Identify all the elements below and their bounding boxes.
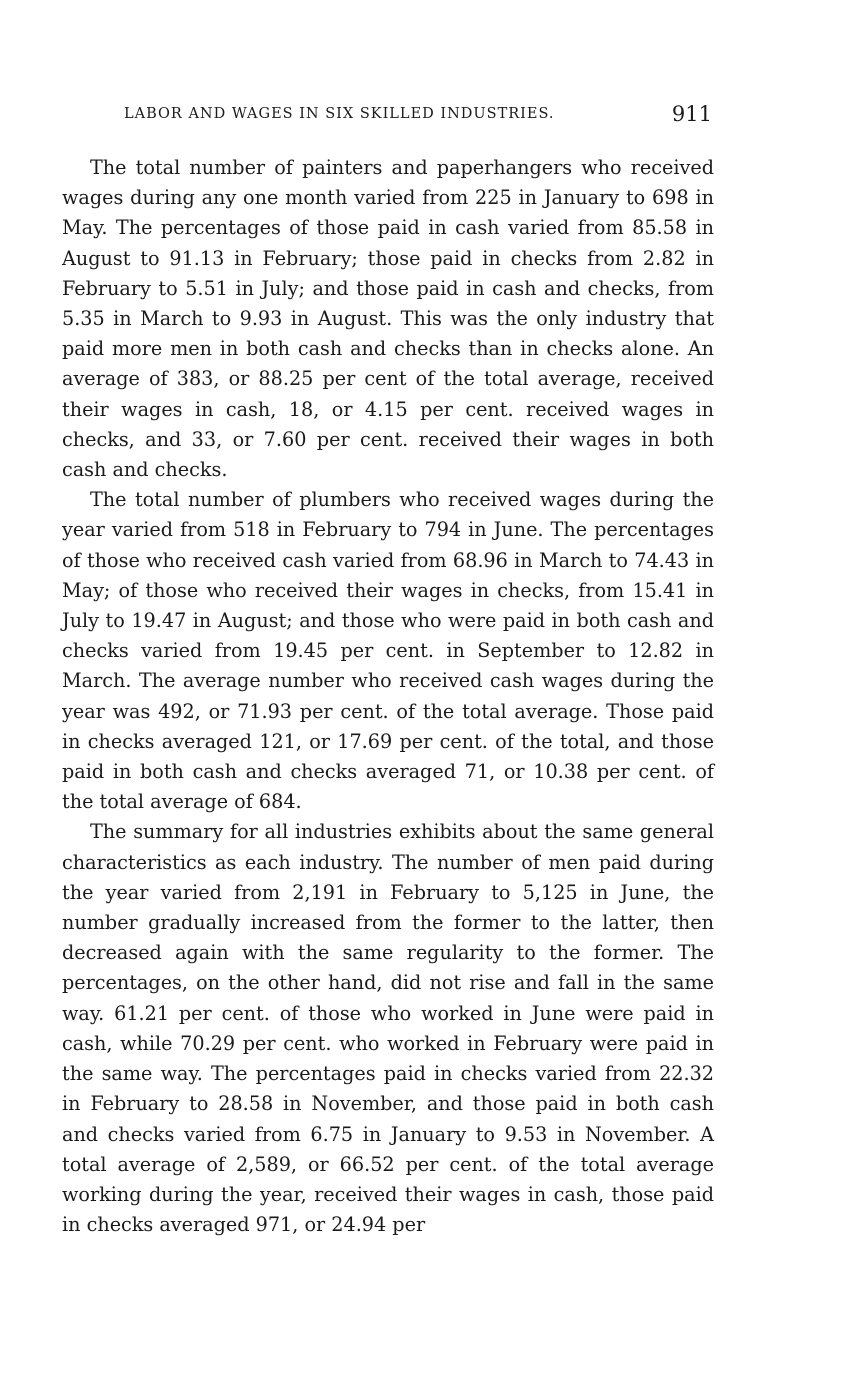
- body-text: [62, 153, 714, 1240]
- paragraph-summary: The summary for all industries exhibits about the same general characteristics as each industry. The number of men paid during the year varied from 2,191 in February to 5,125 in June, the number gradually increased from the former to the latter, then decreased again with the same regularity to the former. The percentages, on the other hand, did not rise and fall in the same way. 61.21 per cent. of those who worked in June were paid in cash, while 70.29 per cent. who worked in February were paid in the same way. The percentages paid in checks varied from 22.32 in February to 28.58 in November, and those paid in both cash and checks varied from 6.75 in January to 9.53 in November. A total average of 2,589, or 66.52 per cent. of the total average working during the year, received their wages in cash, those paid in checks averaged 971, or 24.94 per: [62, 820, 714, 1237]
- page-number: 911: [671, 102, 712, 126]
- running-header: [62, 100, 712, 130]
- paragraph-painters: The total number of painters and paperhangers who received wages during any one month varied from 225 in January to 698 in May. The percentages of those paid in cash varied from 85.58 in August to 91.13 in February; those paid in checks from 2.82 in February to 5.51 in July; and those paid in cash and checks, from 5.35 in March to 9.93 in August. This was the only industry that paid more men in both cash and checks than in checks alone. An average of 383, or 88.25 per cent of the total average, received their wages in cash, 18, or 4.15 per cent. received wages in checks, and 33, or 7.60 per cent. received their wages in both cash and checks.: [62, 156, 714, 482]
- paragraph-plumbers: The total number of plumbers who received wages during the year varied from 518 in February to 794 in June. The percentages of those who received cash varied from 68.96 in March to 74.43 in May; of those who received their wages in checks, from 15.41 in July to 19.47 in August; and those who were paid in both cash and checks varied from 19.45 per cent. in September to 12.82 in March. The average number who received cash wages during the year was 492, or 71.93 per cent. of the total average. Those paid in checks averaged 121, or 17.69 per cent. of the total, and those paid in both cash and checks averaged 71, or 10.38 per cent. of the total average of 684.: [62, 488, 714, 814]
- running-head-title: LABOR AND WAGES IN SIX SKILLED INDUSTRIES.: [124, 106, 555, 122]
